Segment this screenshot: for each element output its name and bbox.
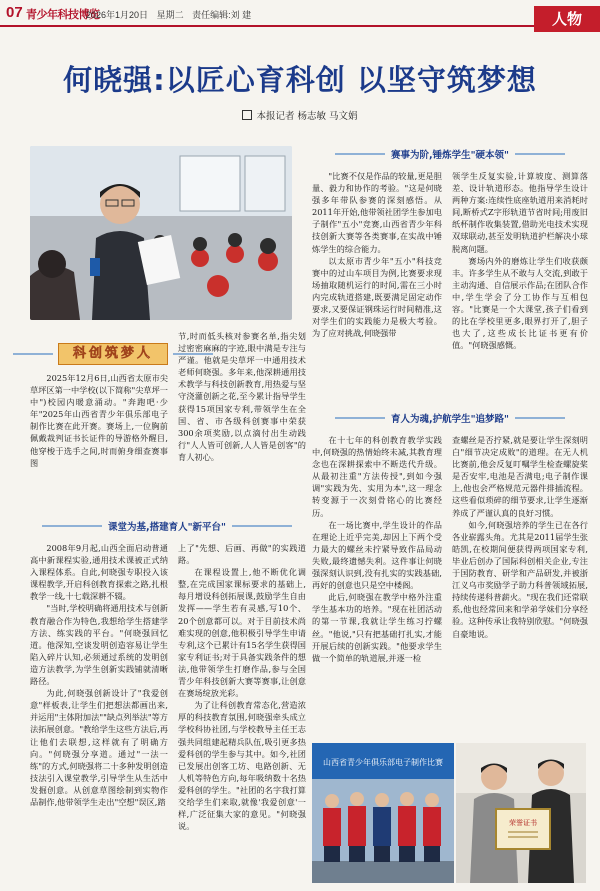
subhead: 育人为魂,护航学生"追梦路" xyxy=(312,412,588,428)
photo-students-competition xyxy=(312,743,454,883)
article-column xyxy=(452,170,588,351)
paragraph: "当时,学校明确将通用技术与创新教育融合作为特色,我想给学生搭建学方法、练实践的平台。"何晓强回忆道。他深知,空谈发明创造容易让学生陷入碎片认知,必须通过系统的发明创造方法教学,为学生创新实践铺就清晰路径。 xyxy=(30,603,168,687)
dateline xyxy=(86,8,257,21)
article-column xyxy=(30,542,168,808)
paragraph: 以太原市青少年"五小"科技竞赛中的过山车项目为例,比赛要求现场抽取随机运行的时间,需在三小时内完成轨道搭建,既要满足固定动作要求,又要保证钢珠运行时间精准,这对学生们的实践能力是极大考验。为了应对挑战,何晓强带 xyxy=(312,255,442,339)
article-column xyxy=(312,434,442,664)
paragraph: 此后,何晓强在教学中格外注重学生基本功的培养。"现在社团活动的第一节课,我就让学生练习拧螺丝。"他说,"只有把基础打扎实,才能开展后续的创新实践。"他要求学生做一个简单的轨道展,并逐一检 xyxy=(312,592,442,663)
paragraph: "比赛不仅是作品的较量,更是胆量、毅力和协作的考验。"这是何晓强多年带队参赛的深刻感悟。从2011年开始,他带领社团学生参加电子制作"五小"竞赛,山西省青少年科技创新大赛等各类赛事,在实战中锤炼学生的综合能力。 xyxy=(312,171,442,254)
article-column xyxy=(178,542,306,832)
paragraph: 查螺丝是否拧紧,就是要让学生深刻明白"细节决定成败"的道理。在无人机比赛前,他会反复叮嘱学生检查螺旋桨是否安牢,电池是否满电;电子制作课上,他也会严格规范元器件排插流程。这些看似琐碎的细节要求,让学生逐渐养成了严谨认真的良好习惯。 xyxy=(452,435,588,518)
byline: 本报记者 杨志敏 马文娟 xyxy=(0,108,600,122)
headline: 何晓强:以匠心育科创 以坚守筑梦想 xyxy=(63,63,537,97)
article-column xyxy=(30,372,168,469)
issue-date: 2026年1月20日 xyxy=(86,10,149,20)
masthead xyxy=(0,0,600,26)
subhead: 课堂为基,搭建育人"新平台" xyxy=(30,520,304,536)
article-column xyxy=(312,170,442,339)
editor-credit: 责任编辑:刘 建 xyxy=(192,10,252,20)
newspaper-name: 青少年科技博览 xyxy=(26,8,100,21)
article-column xyxy=(178,330,306,463)
issue-weekday: 星期二 xyxy=(156,10,184,20)
photo-teacher-classroom xyxy=(30,146,292,320)
intro-label: 科创筑梦人 xyxy=(58,343,168,365)
masthead-rule xyxy=(0,25,600,27)
paragraph: 上了"先想、后画、再做"的实践道路。 xyxy=(178,543,306,566)
paragraph: 在课程设置上,他不断优化调整,在完成国家课标要求的基础上,每月增设科创拓展课,鼓励学生自由发挥——学生若有灵感,写10个、20个创意都可以。对于目前技术尚难实现的创意,他积极引导学生申请专利,这个已累计有15名学生获得国家专利证书;对于具备实践条件的想法,他带领学生打磨作品,参与全国青少年科技创新大赛等赛事,让创意在赛场绽放光彩。 xyxy=(178,567,306,699)
photo-banner-text: 山西省青少年俱乐部电子制作比赛 xyxy=(323,758,443,767)
paragraph: 2025年12月6日,山西省太原市尖草坪区第一中学校(以下简称"尖草坪一中")校园内暖意涌动。"奔跑吧·少年"2025年山西省青少年俱乐部电子制作比赛在此开赛。赛场上,一位胸前佩戴裁判证书长证件的导游格外醒目,他穿梭于选手之间,时而俯身细查赛事图 xyxy=(30,373,168,468)
photo-award-certificate xyxy=(456,743,586,883)
paragraph: 节,时而低头核对参赛名单,指尖划过密密麻麻的字迹,眼中满是专注与严谨。他就是尖草坪一中通用技术老师何晓强。多年来,他深耕通用技术教学与科技创新教育,用热爱与坚守浇灌创新之花,至今累计指导学生获得15项国家专利,带领学生在全国、省、市各级科创赛事中荣获300余项奖励,以点滴付出生动践行"人人皆可创新,人人皆是创客"的育人初心。 xyxy=(178,331,306,462)
certificate-text: 荣誉证书 xyxy=(509,819,537,827)
paragraph: 在十七年的科创教育教学实践中,何晓强的热情始终未减,其教育理念也在深耕探索中不断迭代升级。从最初注重"方法传授",到如今强调"实践为先、实用为本",这一理念转变源于一次刻骨铭心的比赛经历。 xyxy=(312,435,442,518)
paragraph: 领学生反复实验,计算坡度、测算落差、设计轨道形态。他指导学生设计两种方案:连续性底座轨道用来消耗时间,断桥式Z字形轨道节省时间;用废旧纸杯制作收集装置,借助光电技术实现双球联动,甚至发明轨道护栏解决小球脱离问题。 xyxy=(452,171,588,254)
paragraph: 为此,何晓强创新设计了"我爱创意"样板表,让学生们把想法都画出来,并运用"主体附加法""缺点列举法"等方法拓展创意。"教给学生这些方法后,再让他们去联想,这样就有了明确方向。"何晓强分享道。通过"一法一练"的方式,何晓强将二十多种发明创造技法引入课堂教学,引导学生从生活中发掘创意。从创意草图绘制到实物作品制作,他带领学生走出"空想"误区,踏 xyxy=(30,688,168,807)
subhead: 赛事为阶,锤炼学生"硬本领" xyxy=(312,148,588,164)
paragraph: 如今,何晓强培养的学生已在各行各业崭露头角。尤其是2011届学生张皓凯,在校期间便获得两项国家专利,毕业后创办了国际科创相关企业,专注于国防教育、研学和产品研发,并被浙江义乌市奖励学子助力科普领域拓展,持续传递科普薪火。"现在我们还常联系,他也经常回来和学弟学妹们分享经验。这种传承让我特别欣慰。"何晓强自豪地说。 xyxy=(452,519,588,639)
byline-box-icon xyxy=(242,110,252,120)
section-tag: 人物 xyxy=(534,6,600,32)
article-column xyxy=(452,434,588,640)
paragraph: 为了让科创教育常态化,营造浓厚的科技教育氛围,何晓强牵头成立学校科协社团,与学校教导主任王志强共同组建起精兵队伍,吸引更多热爱科创的学生参与其中。如今,社团已发展出创客工坊、电路创新、无人机等特色方向,每年吸纳数十名热爱科创的学生。"社团的名字我打算交给学生们来取,就像'我爱创意'一样,广泛征集大家的意见。"何晓强说。 xyxy=(178,700,306,832)
paragraph: 赛场内外的磨炼让学生们收获颇丰。许多学生从不敢与人交流,到敢于主动沟通、自信展示作品;在团队合作中,学生学会了分工协作与互相包容。"比赛是一个大课堂,孩子们看到的比在学校里更多,眼界打开了,胆子也大了,这些成长比证书更有价值。"何晓强感慨。 xyxy=(452,255,588,351)
page-number: 07 xyxy=(6,4,23,21)
paragraph: 2008年9月起,山西全面启动普通高中新课程实验,通用技术课被正式纳入课程体系。自此,何晓强专职投入该课程教学,开启科创教育探索之路,扎根教学一线,十七载深耕不辍。 xyxy=(30,543,168,602)
paragraph: 在一场比赛中,学生设计的作品在理论上近乎完美,却因上下两个受力最大的螺丝未拧紧导致作品局动失败,最终遗憾失利。这件事让何晓强深刻认识到,没有扎实的实践基础,再好的创意也只是空中楼阁。 xyxy=(312,519,442,591)
